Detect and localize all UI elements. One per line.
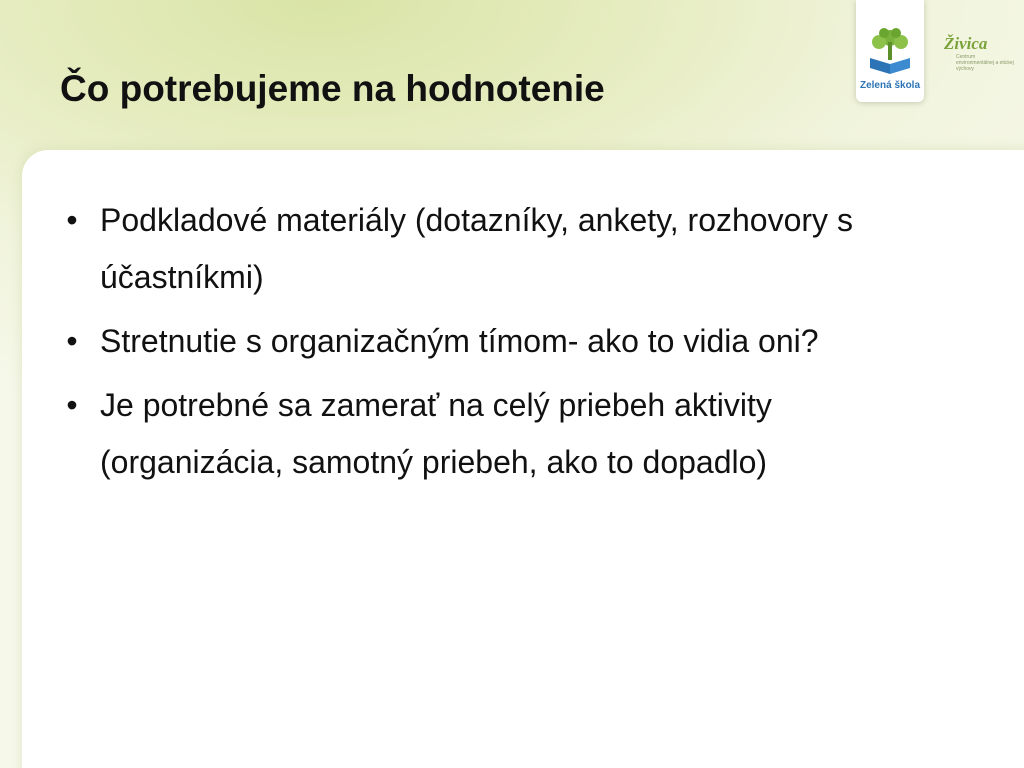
- slide-title: Čo potrebujeme na hodnotenie: [60, 68, 605, 109]
- bullet-text: Podkladové materiály (dotazníky, ankety, rozhovory s účastníkmi): [100, 202, 853, 295]
- bullet-marker: •: [66, 323, 78, 359]
- zivica-wordmark: Živica: [944, 34, 988, 53]
- zelena-skola-caption: Zelená škola: [859, 80, 921, 91]
- bullet-item: [60, 377, 960, 491]
- zivica-logo: [934, 34, 1014, 84]
- bullet-marker: •: [66, 202, 78, 238]
- bullet-item: [60, 192, 960, 306]
- bullet-text: Stretnutie s organizačným tímom- ako to vidia oni?: [100, 323, 819, 359]
- zelena-skola-logo: [856, 0, 924, 102]
- zivica-subtitle: Centrum environmentálnej a etickej výchovy: [956, 54, 1014, 72]
- bullet-marker: •: [66, 387, 78, 423]
- bullet-text: Je potrebné sa zamerať na celý priebeh aktivity (organizácia, samotný priebeh, ako to dopadlo): [100, 387, 772, 480]
- tree-book-icon: [864, 28, 916, 78]
- bullet-item: [60, 313, 960, 370]
- bullet-list: [60, 192, 960, 498]
